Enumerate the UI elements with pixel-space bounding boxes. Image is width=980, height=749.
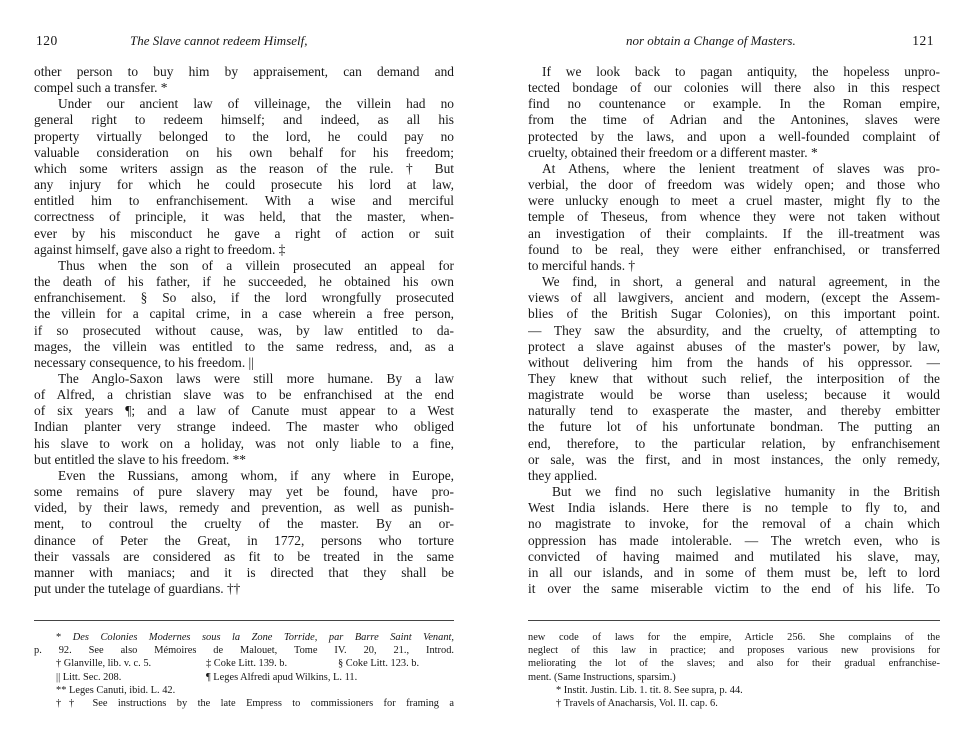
body-line: but entitled the slave to his freedom. **: [34, 451, 246, 467]
footnote-row: [34, 657, 454, 670]
footnote-line: neglect of this law in practice; and proposes various new provisions for: [528, 645, 940, 657]
footnote-row: [34, 671, 454, 684]
body-line: in all our islands, and in some of them must be, left to lord: [528, 564, 940, 580]
body-line: property virtually belonged to the lord, he could pay no: [34, 128, 454, 144]
body-line: no magistrate to invoke, for the removal of a chain which: [528, 516, 940, 532]
footnote-pilcrow: ¶ Leges Alfredi apud Wilkins, L. 11.: [206, 671, 358, 683]
left-page: [34, 0, 454, 749]
body-line: The Anglo-Saxon laws were still more humane. By a law: [58, 370, 454, 386]
footnote-line: new code of laws for the empire, Article 256. She complains of the: [528, 632, 940, 643]
body-line: Indian planter very strange indeed. The master who obliged: [34, 419, 454, 435]
footnote-star-line: [34, 631, 454, 644]
right-running-head: nor obtain a Change of Masters.: [626, 33, 796, 48]
body-line: views of all lawgivers, ancient and modern, (except the Assem-: [528, 290, 940, 306]
body-line: West India islands. Here there is no temple to fly to, and: [528, 500, 940, 516]
body-line: valuable consideration on his own behalf for his freedom;: [34, 144, 454, 160]
right-page-header: [528, 33, 940, 55]
right-page: [528, 0, 940, 749]
footnote-dagger: † Glanville, lib. v. c. 5.: [56, 658, 152, 670]
left-footnotes: [34, 631, 454, 710]
footnote-parallel: || Litt. Sec. 208.: [56, 671, 122, 683]
body-line: blies of the British Sugar Colonies), on this important point.: [528, 306, 940, 322]
body-line: Thus when the son of a villein prosecuted an appeal for: [58, 257, 454, 273]
body-line: dinance of Peter the Great, in 1772, persons who torture: [34, 532, 454, 548]
body-line: — They saw the absurdity, and the cruelty, of attempting to: [528, 322, 940, 338]
body-line: compel such a transfer. *: [34, 80, 168, 96]
body-line: it over the same miserable victim to the end of his life. To: [528, 581, 940, 596]
body-line: manner with maniacs; and it is directed that they shall be: [34, 564, 454, 580]
footnote-star: * Instit. Justin. Lib. 1. tit. 8. See supra, p. 44.: [556, 684, 743, 696]
body-line: naturally tend to exasperate the master, and thereby embitter: [528, 403, 940, 419]
right-page-body: [528, 64, 940, 597]
body-line: ment, to controul the cruelty of the master. By an or-: [34, 516, 454, 532]
body-line: If we look back to pagan antiquity, the hopeless unpro-: [542, 64, 940, 79]
body-line: which some writers assign as the reason of the rule. † But: [34, 160, 454, 176]
body-line: to merciful hands. †: [528, 257, 636, 273]
body-line: At Athens, where the lenient treatment of slaves was pro-: [542, 160, 940, 176]
footnote-divider: [34, 620, 454, 621]
body-line: found to be real, they were either enfranchised, or transferred: [528, 241, 940, 257]
footnote-divider: [528, 620, 940, 621]
body-line: his slave to work on a holiday, was not only liable to a fine,: [34, 435, 454, 451]
body-line: Even the Russians, among whom, if any where in Europe,: [58, 467, 454, 483]
footnote-double-dagger: †† See instructions by the late Empress to commissioners for framing a: [56, 698, 454, 710]
footnote-line: p. 92. See also Mémoires de Malouet, Tome IV. 20, 21., Introd.: [34, 645, 454, 657]
body-line: tected bondage of our colonies will there also in this respect: [528, 80, 940, 96]
body-line: necessary consequence, to his freedom. ||: [34, 354, 254, 370]
footnote-mark: *: [56, 632, 62, 643]
body-line: protect a slave against abuses of the master's power, by law,: [528, 338, 940, 354]
body-line: if so prosecuted without cause, was, by law entitled to da-: [34, 322, 454, 338]
body-line: the future lot of his unfortunate bondman. The putting an: [528, 419, 940, 435]
footnote-dagger: † Travels of Anacharsis, Vol. II. cap. 6.: [556, 698, 718, 710]
body-line: an investigation of their complaints. If the ill-treatment was: [528, 225, 940, 241]
body-line: put under the tutelage of guardians. ††: [34, 581, 241, 596]
body-line: against himself, gave also a right to freedom. ‡: [34, 241, 286, 257]
body-line: general right to redeem himself; and indeed, as all his: [34, 112, 454, 128]
body-line: cruelty, obtained their freedom or a different master. *: [528, 144, 818, 160]
body-line: temple of Theseus, from whence they were not taken without: [528, 209, 940, 225]
body-line: they applied.: [528, 467, 598, 483]
body-line: oppression has made intolerable. — The wretch even, who is: [528, 532, 940, 548]
body-line: their vassals are considered as fit to be treated in the same: [34, 548, 454, 564]
body-line: Under our ancient law of villeinage, the villein had no: [58, 96, 454, 112]
body-line: verbial, the door of freedom was widely open; and those who: [528, 177, 940, 193]
body-line: without delivering him from the hands of his oppressor. —: [528, 354, 940, 370]
body-line: the villein for a capital crime, in a case wherein a free person,: [34, 306, 454, 322]
footnote-section: § Coke Litt. 123. b.: [338, 658, 420, 670]
footnote-double-star: ** Leges Canuti, ibid. L. 42.: [56, 684, 176, 696]
body-line: enfranchisement. § So also, if the lord wrongfully prosecuted: [34, 290, 454, 306]
body-line: or sale, was the first, and in most instances, the only remedy,: [528, 451, 940, 467]
right-page-number: 121: [912, 33, 934, 48]
left-page-number: 120: [36, 33, 58, 48]
body-line: vided, by their laws, remedy and prevention, as well as punish-: [34, 500, 454, 516]
body-line: end, therefore, to the particular relation, by enfranchisement: [528, 435, 940, 451]
body-line: entitled him to enfranchisement. With a wise and merciful: [34, 193, 454, 209]
body-line: other person to buy him by appraisement, can demand and: [34, 64, 454, 79]
body-line: They knew that without such relief, the interposition of the: [528, 370, 940, 386]
left-page-header: [34, 33, 454, 55]
body-line: were unlucky enough to meet a cruel master, might fly to the: [528, 193, 940, 209]
body-line: mages, the villein was entitled to the same redress, and, as a: [34, 338, 454, 354]
footnote-line: meliorating the lot of the slaves; and also for their gradual enfranchise-: [528, 658, 940, 670]
body-line: We find, in short, a general and natural agreement, in the: [542, 274, 940, 290]
body-line: find no countenance or example. In the Roman empire,: [528, 96, 940, 112]
body-line: But we find no such legislative humanity in the British: [552, 484, 940, 500]
body-line: ever by his misconduct he gave a right of action or suit: [34, 225, 454, 241]
footnote-line: ment. (Same Instructions, sparsim.): [528, 671, 676, 683]
body-line: any injury for which he could prosecute his lord at law,: [34, 177, 454, 193]
left-running-head: The Slave cannot redeem Himself,: [130, 33, 308, 48]
body-line: some remains of pure slavery may yet be found, have pro-: [34, 484, 454, 500]
body-line: from the time of Adrian and the Antonines, slaves were: [528, 112, 940, 128]
footnote-ddagger: ‡ Coke Litt. 139. b.: [206, 658, 288, 670]
footnote-title: Des Colonies Modernes sous la Zone Torride, par Barre Saint Venant,: [72, 632, 454, 643]
left-page-body: [34, 64, 454, 597]
body-line: protected by the laws, and upon a well-founded complaint of: [528, 128, 940, 144]
body-line: of Alfred, a christian slave was to be enfranchised at the end: [34, 387, 454, 403]
body-line: convicted of having maimed and mutilated his slave, may,: [528, 548, 940, 564]
body-line: correctness of principle, it was held, that the master, when-: [34, 209, 454, 225]
right-footnotes: [528, 631, 940, 710]
body-line: of six years ¶; and a law of Canute must appear to a West: [34, 403, 454, 419]
body-line: magistrate would be worse than useless; because it would: [528, 387, 940, 403]
body-line: the death of his father, if he succeeded, he obtained his own: [34, 274, 454, 290]
